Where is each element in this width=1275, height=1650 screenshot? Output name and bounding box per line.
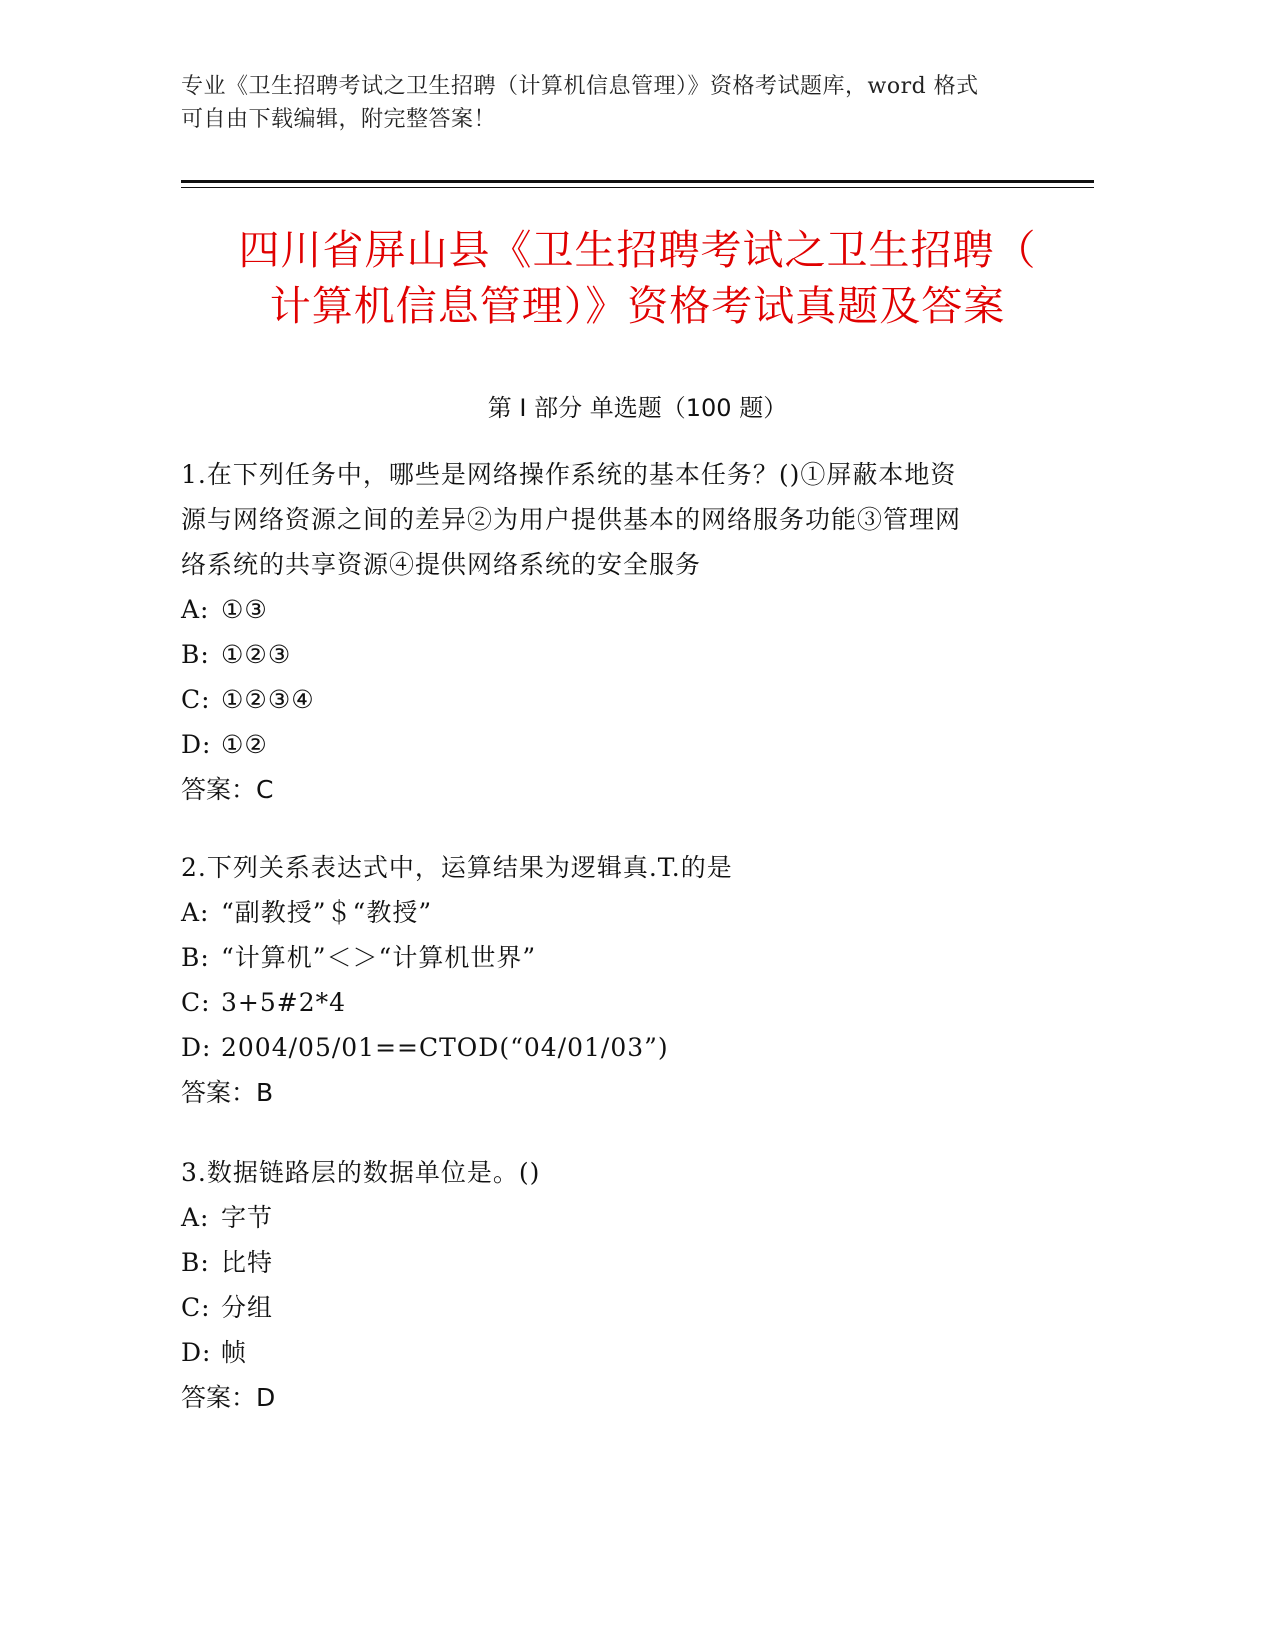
option-d [181,722,1061,767]
option-b [181,935,1061,980]
question-3 [181,1150,1061,1420]
document-title-line-2: 计算机信息管理）》资格考试真题及答案 [269,282,1006,330]
option-a [181,1195,1061,1240]
option-text: “计算机”＜＞“计算机世界” [221,943,537,972]
header-note-line-2: 可自由下载编辑，附完整答案！ [181,107,497,132]
question-stem-line: 源与网络资源之间的差异②为用户提供基本的网络服务功能③管理网 [181,505,962,534]
option-key: C: [181,988,211,1017]
question-stem-line: 络系统的共享资源④提供网络系统的安全服务 [181,550,702,579]
answer-line: 答案：B [181,1078,274,1107]
option-key: D: [181,730,212,759]
option-key: A: [181,1203,210,1232]
option-b [181,632,1061,677]
header-note-line-1: 专业《卫生招聘考试之卫生招聘（计算机信息管理）》资格考试题库，word 格式 [181,74,979,99]
question-stem-line: 1.在下列任务中，哪些是网络操作系统的基本任务？()①屏蔽本地资 [181,460,957,489]
option-key: B: [181,640,210,669]
option-key: D: [181,1338,212,1367]
answer-line: 答案：D [181,1383,276,1412]
option-key: A: [181,898,210,927]
option-text: 帧 [221,1338,248,1367]
option-text: ①② [221,730,268,759]
option-key: A: [181,595,210,624]
option-key: B: [181,943,210,972]
option-text: ①③ [221,595,268,624]
option-text: 3+5#2*4 [221,988,347,1017]
answer-line: 答案：C [181,775,274,804]
question-2 [181,845,1061,1115]
option-text: ①②③ [221,640,292,669]
option-text: 分组 [221,1293,274,1322]
option-text: 2004/05/01==CTOD(“04/01/03”) [221,1033,669,1062]
option-key: B: [181,1248,210,1277]
option-key: C: [181,685,211,714]
header-divider-thin [181,187,1094,188]
option-a [181,890,1061,935]
option-c [181,1285,1061,1330]
question-stem-line: 3.数据链路层的数据单位是。() [181,1158,541,1187]
question-stem [181,452,1061,587]
question-1 [181,452,1061,812]
option-text: “副教授”＄“教授” [221,898,433,927]
header-note [181,70,1061,136]
option-d [181,1025,1061,1070]
option-b [181,1240,1061,1285]
option-a [181,587,1061,632]
document-title [150,222,1125,334]
option-text: 比特 [221,1248,274,1277]
header-divider-thick [181,180,1094,183]
option-d [181,1330,1061,1375]
option-key: C: [181,1293,211,1322]
section-heading: 第 I 部分 单选题（100 题） [487,394,788,422]
option-key: D: [181,1033,212,1062]
question-stem [181,1150,1061,1195]
document-title-line-1: 四川省屏山县《卫生招聘考试之卫生招聘（ [238,226,1037,274]
option-c [181,980,1061,1025]
question-stem [181,845,1061,890]
question-stem-line: 2.下列关系表达式中，运算结果为逻辑真.T.的是 [181,853,733,882]
option-text: 字节 [221,1203,274,1232]
option-c [181,677,1061,722]
option-text: ①②③④ [221,685,315,714]
